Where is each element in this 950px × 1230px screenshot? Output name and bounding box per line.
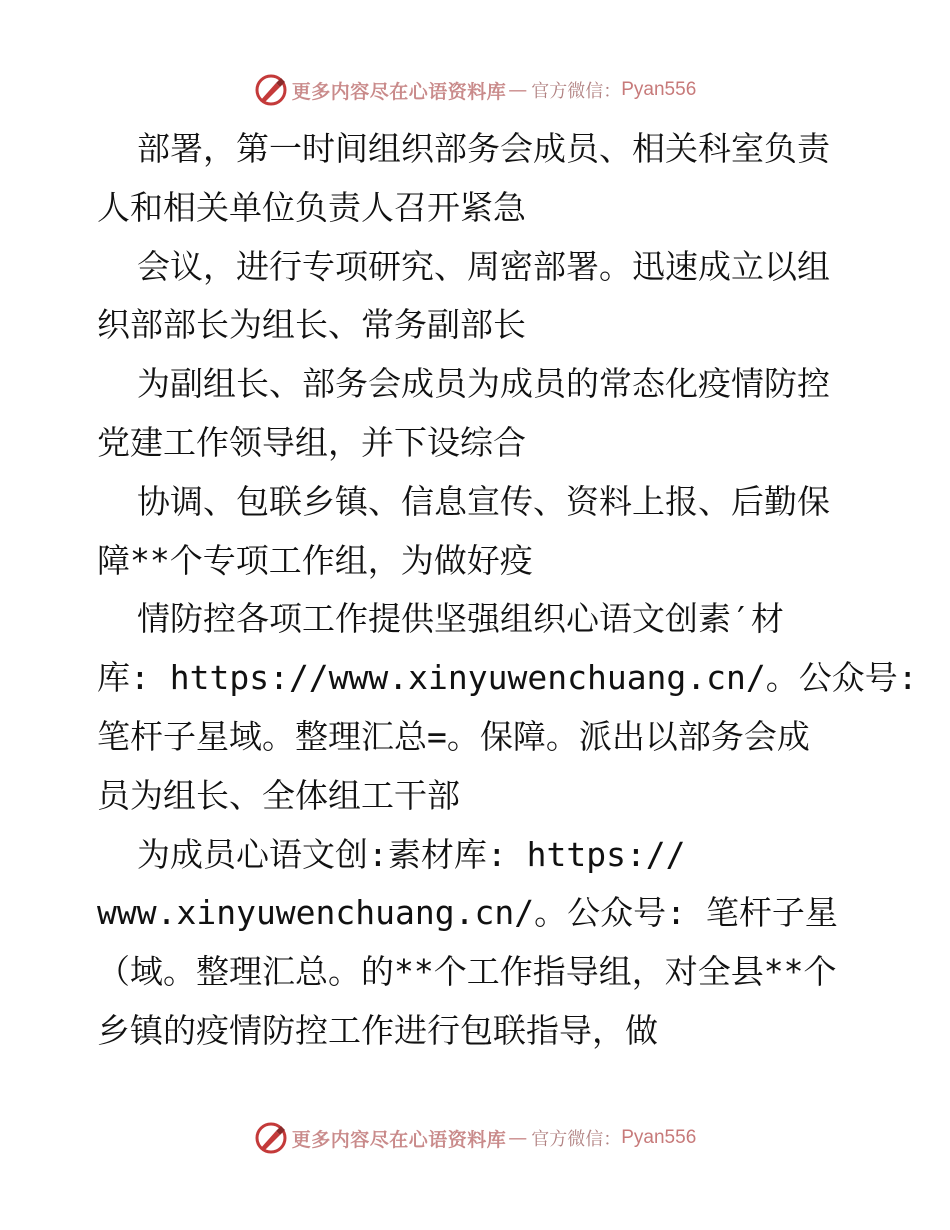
banner-separator: —	[508, 79, 528, 101]
text-line: 障**个专项工作组，为做好疫	[97, 540, 533, 580]
text-line: 部署，第一时间组织部务会成员、相关科室负责	[137, 129, 830, 168]
wechat-label: 官方微信：	[531, 1129, 622, 1150]
pen-logo-icon	[254, 1121, 288, 1155]
wechat-id: Pyan556	[621, 79, 697, 100]
text-line: 库: https://www.xinyuwenchuang.cn/。公众号:	[97, 658, 918, 698]
text-line: 为成员心语文创:素材库: https://	[137, 834, 686, 874]
banner-separator: —	[508, 1127, 528, 1149]
text-line: 织部部长为组长、常务副部长	[97, 305, 526, 345]
text-line: 乡镇的疫情防控工作进行包联指导，做	[97, 1010, 658, 1050]
text-line: 协调、包联乡镇、信息宣传、资料上报、后勤保	[137, 481, 830, 521]
text-line: www.xinyuwenchuang.cn/。公众号: 笔杆子星	[97, 893, 838, 933]
text-line: 党建工作领导组，并下设综合	[97, 422, 526, 462]
text-line: 为副组长、部务会成员为成员的常态化疫情防控	[137, 364, 830, 404]
text-line: 笔杆子星域。整理汇总=。保障。派出以部务会成	[97, 716, 810, 756]
document-body	[97, 120, 918, 1061]
banner-text: 更多内容尽在心语资料库	[291, 80, 507, 103]
banner-text: 更多内容尽在心语资料库	[291, 1128, 507, 1151]
header-banner	[0, 74, 950, 106]
wechat-id: Pyan556	[621, 1127, 697, 1148]
text-line: （域。整理汇总。的**个工作指导组，对全县**个	[97, 952, 837, 992]
text-line: 员为组长、全体组工干部	[97, 775, 460, 815]
footer-banner	[0, 1122, 950, 1154]
text-line: 情防控各项工作提供坚强组织心语文创素′材	[137, 599, 784, 639]
text-line: 人和相关单位负责人召开紧急	[97, 187, 526, 227]
text-line: 会议，进行专项研究、周密部署。迅速成立以组	[137, 246, 830, 286]
wechat-label: 官方微信：	[531, 81, 622, 102]
pen-logo-icon	[254, 73, 288, 107]
